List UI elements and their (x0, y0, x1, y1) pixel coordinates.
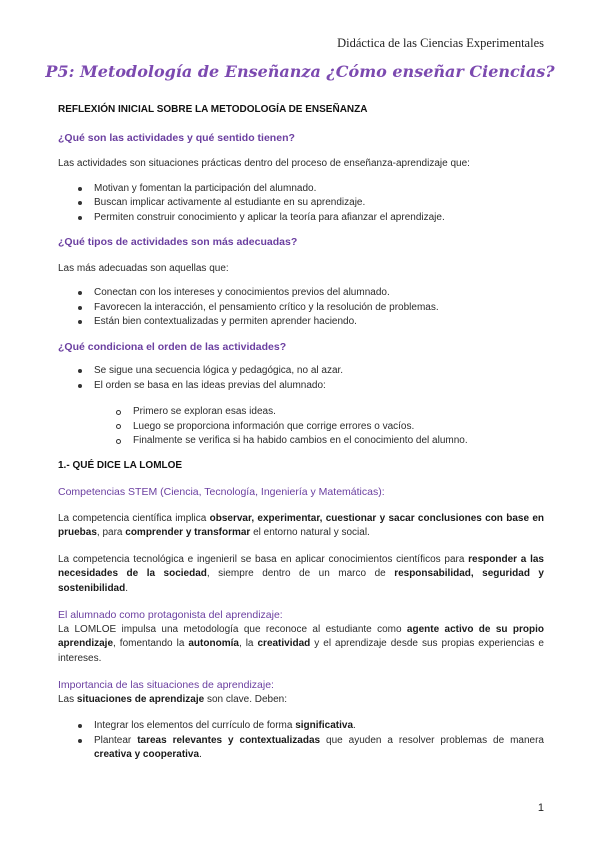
list-item: Se sigue una secuencia lógica y pedagógica, no al azar. (58, 364, 544, 379)
question-1-intro: Las actividades son situaciones prácticas dentro del proceso de enseñanza-aprendizaje que: (58, 158, 470, 169)
stem-title: Competencias STEM (Ciencia, Tecnología, Ingeniería y Matemáticas): (58, 486, 385, 498)
situaciones-title: Importancia de las situaciones de aprendizaje: (58, 679, 274, 691)
paragraph-competencia-tecnologica: La competencia tecnológica e ingenieril se basa en aplicar conocimientos científicos para responder a las necesidades de la sociedad, siempre dentro de un marco de responsabilidad, seguridad y sostenibilidad. (58, 553, 544, 594)
paragraph-protagonista: La LOMLOE impulsa una metodología que reconoce al estudiante como agente activo de su propio aprendizaje, fomentando la autonomía, la creatividad y el aprendizaje desde sus propias experiencias e intereses. (58, 623, 544, 664)
list-item: Plantear tareas relevantes y contextualizadas que ayuden a resolver problemas de manera creativa y cooperativa. (58, 734, 544, 763)
question-3-list (58, 364, 544, 393)
list-item: Integrar los elementos del currículo de forma significativa. (58, 719, 544, 734)
question-1-list (58, 182, 544, 226)
section-heading-lomloe: 1.- QUÉ DICE LA LOMLOE (58, 459, 183, 471)
paragraph-competencia-cientifica: La competencia científica implica observar, experimentar, cuestionar y sacar conclusiones con base en pruebas, para comprender y transformar el entorno natural y social. (58, 512, 544, 538)
sub-list-item: Luego se proporciona información que corrige errores o vacíos. (58, 420, 544, 435)
question-3: ¿Qué condiciona el orden de las actividades? (58, 340, 287, 353)
page-number: 1 (537, 802, 544, 814)
paragraph-situaciones: Las situaciones de aprendizaje son clave. Deben: (58, 693, 287, 705)
question-3-sublist (58, 405, 544, 449)
sub-list-item: Finalmente se verifica si ha habido cambios en el conocimiento del alumno. (58, 434, 544, 449)
question-1: ¿Qué son las actividades y qué sentido tienen? (58, 131, 295, 144)
situaciones-list (58, 719, 544, 763)
course-header: Didáctica de las Ciencias Experimentales (337, 36, 544, 50)
question-2-list (58, 286, 544, 330)
list-item: Permiten construir conocimiento y aplicar la teoría para afianzar el aprendizaje. (58, 211, 544, 226)
question-2: ¿Qué tipos de actividades son más adecuadas? (58, 236, 298, 248)
list-item: Están bien contextualizadas y permiten aprender haciendo. (58, 315, 544, 330)
page-title: P5: Metodología de Enseñanza ¿Cómo enseñar Ciencias? (45, 62, 555, 81)
list-item: El orden se basa en las ideas previas del alumnado: (58, 379, 544, 394)
list-item: Conectan con los intereses y conocimientos previos del alumnado. (58, 286, 544, 301)
question-2-intro: Las más adecuadas son aquellas que: (58, 262, 229, 274)
list-item: Motivan y fomentan la participación del alumnado. (58, 182, 544, 197)
list-item: Favorecen la interacción, el pensamiento crítico y la resolución de problemas. (58, 301, 544, 316)
sub-list-item: Primero se exploran esas ideas. (58, 405, 544, 420)
section-heading-reflexion: REFLEXIÓN INICIAL SOBRE LA METODOLOGÍA DE ENSEÑANZA (58, 104, 368, 115)
list-item: Buscan implicar activamente al estudiante en su aprendizaje. (58, 196, 544, 211)
document-body (58, 103, 544, 763)
protagonista-title: El alumnado como protagonista del aprendizaje: (58, 609, 283, 621)
